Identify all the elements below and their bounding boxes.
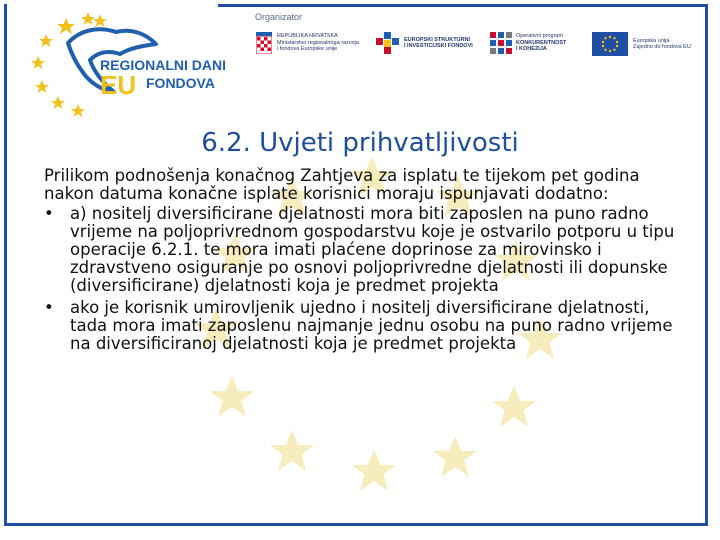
bullet-text: ako je korisnik umirovljenik ujedno i nositelj diversificirane djelatnosti, tada mora imati zaposlenu najmanje jednu osobu na puno radno vrijeme na diversificiranoj djelatnosti koja je predmet projekta — [70, 298, 673, 353]
logo-eu: EU — [100, 70, 137, 100]
organizer-label: Organizator — [255, 12, 303, 22]
partner1-line1: REPUBLIKA HRVATSKA — [277, 33, 338, 40]
croatia-coat-of-arms-icon — [256, 32, 272, 54]
bullet-marker: • — [44, 298, 54, 317]
list-item — [44, 205, 684, 295]
eu-flag-icon — [592, 32, 628, 56]
partner-ministry — [256, 32, 359, 54]
esi-funds-icon — [376, 32, 400, 54]
bullet-text: a) nositelj diversificirane djelatnosti mora biti zaposlen na puno radno vrijeme na poljoprivrednom gospodarstvu koje je ostvarilo potporu u tipu operacije 6.2.1. te mora imati plaćene doprinose za mirovinsko i zdravstveno osiguranje po osnovi poljoprivredne djelatnosti ili dopunske (diversificirane) djelatnosti koja je predmet projekta — [70, 204, 675, 295]
partner2-line2: I INVESTICIJSKI FONDOVI — [404, 43, 473, 49]
partner1-line3: i fondova Europske unije — [277, 46, 338, 53]
partner4-line1: Europska unija — [633, 37, 670, 44]
list-item — [44, 299, 684, 353]
partner3-line1: Operativni program — [516, 33, 564, 40]
partner3-line2: KONKURENTNOST — [516, 39, 567, 46]
frame-top-line — [218, 4, 708, 7]
slide-title: 6.2. Uvjeti prihvatljivosti — [201, 128, 519, 158]
partner-eu — [592, 32, 691, 56]
partner3-line3: I KOHEZIJA — [516, 46, 547, 53]
partner1-line2: Ministarstvo regionalnoga razvoja — [277, 39, 359, 46]
logo-line2: FONDOVA — [146, 75, 215, 91]
logo-line1: REGIONALNI DANI — [100, 57, 226, 73]
bullet-marker: • — [44, 204, 54, 223]
bullet-list — [44, 205, 684, 353]
partner2-line1: EUROPSKI STRUKTURNI — [404, 36, 471, 43]
lead-paragraph: Prilikom podnošenja konačnog Zahtjeva za isplatu te tijekom pet godina nakon datuma konačne isplate korisnici moraju ispunjavati dodatno: — [44, 166, 640, 203]
op-kik-icon — [490, 32, 512, 54]
slide-body — [44, 167, 684, 357]
partner-esi-funds — [376, 32, 473, 54]
regionalni-dani-logo — [28, 8, 248, 118]
partner4-line2: Zajedno do fondova EU — [633, 44, 691, 50]
partner-op-kik — [490, 32, 566, 54]
